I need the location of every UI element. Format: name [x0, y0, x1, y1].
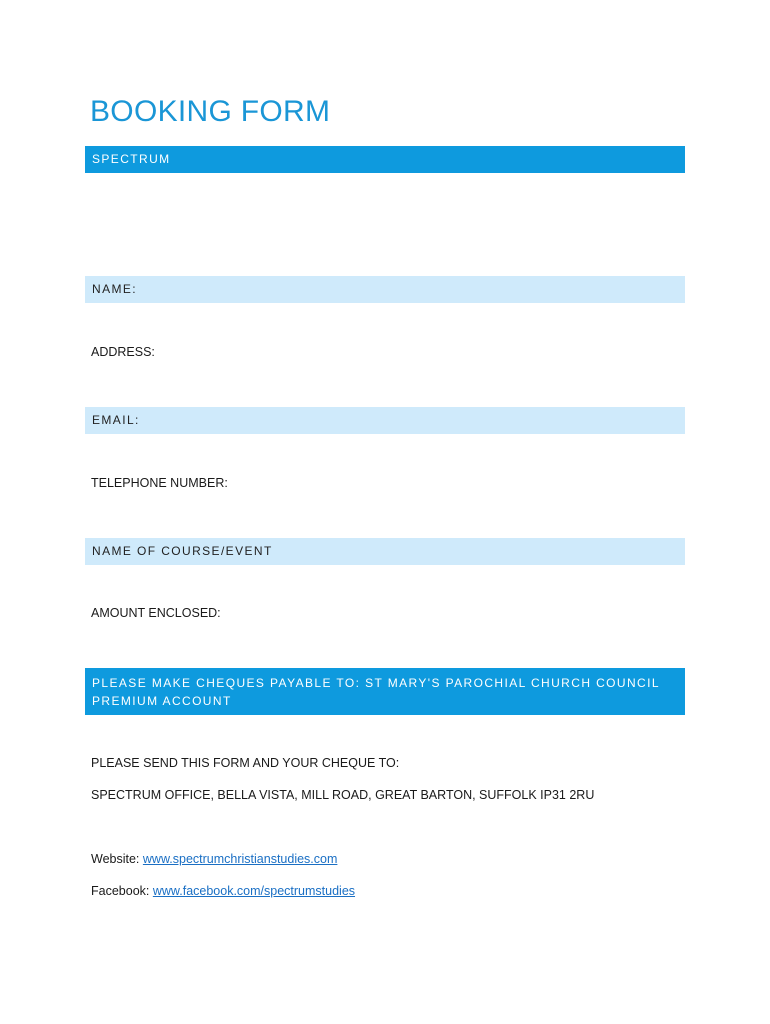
send-address: SPECTRUM OFFICE, BELLA VISTA, MILL ROAD, GREAT BARTON, SUFFOLK IP31 2RU: [91, 788, 595, 802]
website-line: [91, 852, 337, 866]
website-label: Website:: [91, 852, 140, 866]
facebook-line: [91, 884, 355, 898]
organisation-banner: [85, 146, 685, 173]
facebook-label: Facebook:: [91, 884, 150, 898]
organisation-name: SPECTRUM: [92, 152, 171, 166]
page-title: BOOKING FORM: [90, 95, 331, 128]
cheque-payable-banner: [85, 668, 685, 715]
email-field-band[interactable]: [85, 407, 685, 434]
email-label: EMAIL:: [92, 413, 140, 427]
amount-label: AMOUNT ENCLOSED:: [91, 606, 221, 620]
cheque-payable-line-1: PLEASE MAKE CHEQUES PAYABLE TO: ST MARY'S PAROCHIAL CHURCH COUNCIL: [92, 676, 660, 690]
facebook-link[interactable]: www.facebook.com/spectrumstudies: [152, 884, 356, 898]
website-link[interactable]: www.spectrumchristianstudies.com: [142, 852, 338, 866]
telephone-label: TELEPHONE NUMBER:: [91, 476, 228, 490]
send-instruction: PLEASE SEND THIS FORM AND YOUR CHEQUE TO:: [91, 756, 400, 770]
name-field-band[interactable]: [85, 276, 685, 303]
cheque-payable-line-2: PREMIUM ACCOUNT: [92, 694, 232, 708]
course-field-band[interactable]: [85, 538, 685, 565]
address-label: ADDRESS:: [91, 345, 155, 359]
name-label: NAME:: [92, 282, 138, 296]
course-label: NAME OF COURSE/EVENT: [92, 544, 273, 558]
